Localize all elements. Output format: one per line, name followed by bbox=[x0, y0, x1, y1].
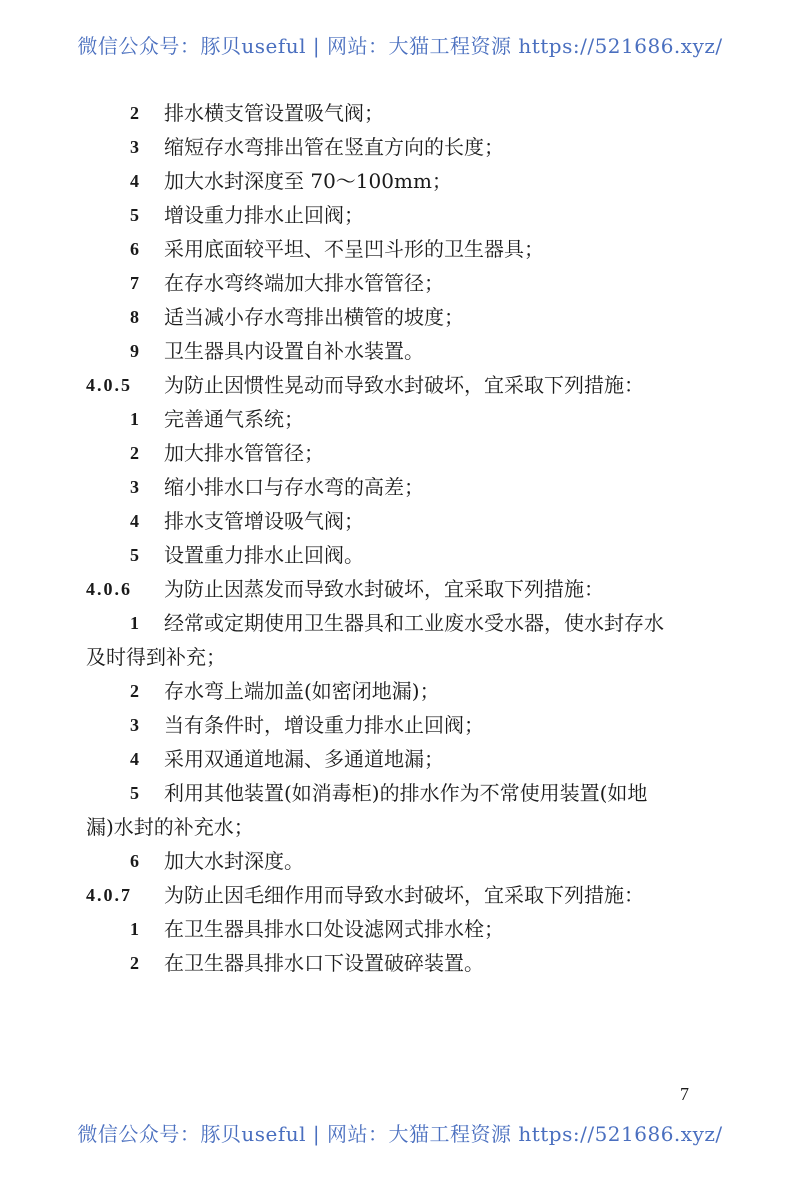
clause-line bbox=[86, 878, 726, 912]
item-number: 1 bbox=[130, 409, 139, 429]
line-text: 增设重力排水止回阀； bbox=[164, 203, 364, 227]
item-number: 3 bbox=[130, 477, 139, 497]
list-item bbox=[86, 912, 726, 946]
line-text: 存水弯上端加盖(如密闭地漏)； bbox=[164, 679, 440, 703]
item-number: 5 bbox=[130, 783, 139, 803]
list-item bbox=[86, 674, 726, 708]
list-item bbox=[86, 946, 726, 980]
line-text: 排水横支管设置吸气阀； bbox=[164, 101, 384, 125]
line-text: 排水支管增设吸气阀； bbox=[164, 509, 364, 533]
line-text: 为防止因蒸发而导致水封破坏，宜采取下列措施： bbox=[164, 577, 604, 601]
list-item bbox=[86, 266, 726, 300]
item-number: 1 bbox=[130, 613, 139, 633]
continuation-line bbox=[86, 810, 726, 844]
item-number: 4 bbox=[130, 749, 139, 769]
clause-number: 4.0.6 bbox=[86, 579, 132, 599]
line-text: 为防止因毛细作用而导致水封破坏，宜采取下列措施： bbox=[164, 883, 644, 907]
list-item bbox=[86, 742, 726, 776]
watermark-site-label: 网站：大猫工程资源 bbox=[326, 1122, 512, 1146]
watermark-url[interactable]: https://521686.xyz/ bbox=[518, 1122, 723, 1146]
list-item bbox=[86, 708, 726, 742]
line-text: 缩小排水口与存水弯的高差； bbox=[164, 475, 424, 499]
list-item bbox=[86, 504, 726, 538]
line-text: 加大水封深度至 70～100mm； bbox=[164, 169, 452, 193]
list-item bbox=[86, 470, 726, 504]
line-text: 及时得到补充； bbox=[86, 645, 226, 669]
list-item bbox=[86, 436, 726, 470]
list-item bbox=[86, 130, 726, 164]
line-text: 采用底面较平坦、不呈凹斗形的卫生器具； bbox=[164, 237, 544, 261]
line-text: 采用双通道地漏、多通道地漏； bbox=[164, 747, 444, 771]
list-item bbox=[86, 844, 726, 878]
list-item bbox=[86, 232, 726, 266]
item-number: 7 bbox=[130, 273, 139, 293]
line-text: 为防止因惯性晃动而导致水封破坏，宜采取下列措施： bbox=[164, 373, 644, 397]
item-number: 5 bbox=[130, 205, 139, 225]
watermark-label: 微信公众号：豚贝useful bbox=[77, 34, 307, 58]
watermark-separator: | bbox=[312, 1122, 321, 1146]
list-item bbox=[86, 538, 726, 572]
page-number: 7 bbox=[680, 1084, 689, 1104]
line-text: 设置重力排水止回阀。 bbox=[164, 543, 364, 567]
clause-number: 4.0.5 bbox=[86, 375, 132, 395]
item-number: 3 bbox=[130, 137, 139, 157]
watermark-url[interactable]: https://521686.xyz/ bbox=[518, 34, 723, 58]
watermark-header bbox=[0, 30, 800, 59]
list-item bbox=[86, 776, 726, 810]
watermark-footer bbox=[0, 1118, 800, 1147]
line-text: 在卫生器具排水口处设滤网式排水栓； bbox=[164, 917, 504, 941]
item-number: 8 bbox=[130, 307, 139, 327]
item-number: 6 bbox=[130, 851, 139, 871]
item-number: 2 bbox=[130, 953, 139, 973]
clause-line bbox=[86, 368, 726, 402]
item-number: 2 bbox=[130, 681, 139, 701]
line-text: 漏)水封的补充水； bbox=[86, 815, 254, 839]
item-number: 4 bbox=[130, 511, 139, 531]
line-text: 加大排水管管径； bbox=[164, 441, 324, 465]
list-item bbox=[86, 334, 726, 368]
list-item bbox=[86, 300, 726, 334]
watermark-separator: | bbox=[312, 34, 321, 58]
line-text: 卫生器具内设置自补水装置。 bbox=[164, 339, 424, 363]
line-text: 在存水弯终端加大排水管管径； bbox=[164, 271, 444, 295]
list-item bbox=[86, 96, 726, 130]
item-number: 2 bbox=[130, 103, 139, 123]
item-number: 6 bbox=[130, 239, 139, 259]
line-text: 当有条件时，增设重力排水止回阀； bbox=[164, 713, 484, 737]
list-item bbox=[86, 402, 726, 436]
clause-line bbox=[86, 572, 726, 606]
list-item bbox=[86, 164, 726, 198]
continuation-line bbox=[86, 640, 726, 674]
line-text: 利用其他装置(如消毒柜)的排水作为不常使用装置(如地 bbox=[164, 781, 648, 805]
item-number: 9 bbox=[130, 341, 139, 361]
line-text: 经常或定期使用卫生器具和工业废水受水器，使水封存水 bbox=[164, 611, 664, 635]
item-number: 4 bbox=[130, 171, 139, 191]
item-number: 5 bbox=[130, 545, 139, 565]
clause-number: 4.0.7 bbox=[86, 885, 132, 905]
watermark-label: 微信公众号：豚贝useful bbox=[77, 1122, 307, 1146]
list-item bbox=[86, 198, 726, 232]
line-text: 在卫生器具排水口下设置破碎装置。 bbox=[164, 951, 484, 975]
line-text: 加大水封深度。 bbox=[164, 849, 304, 873]
line-text: 完善通气系统； bbox=[164, 407, 304, 431]
item-number: 3 bbox=[130, 715, 139, 735]
watermark-site-label: 网站：大猫工程资源 bbox=[326, 34, 512, 58]
item-number: 1 bbox=[130, 919, 139, 939]
item-number: 2 bbox=[130, 443, 139, 463]
list-item bbox=[86, 606, 726, 640]
line-text: 缩短存水弯排出管在竖直方向的长度； bbox=[164, 135, 504, 159]
line-text: 适当减小存水弯排出横管的坡度； bbox=[164, 305, 464, 329]
document-body bbox=[86, 96, 726, 980]
